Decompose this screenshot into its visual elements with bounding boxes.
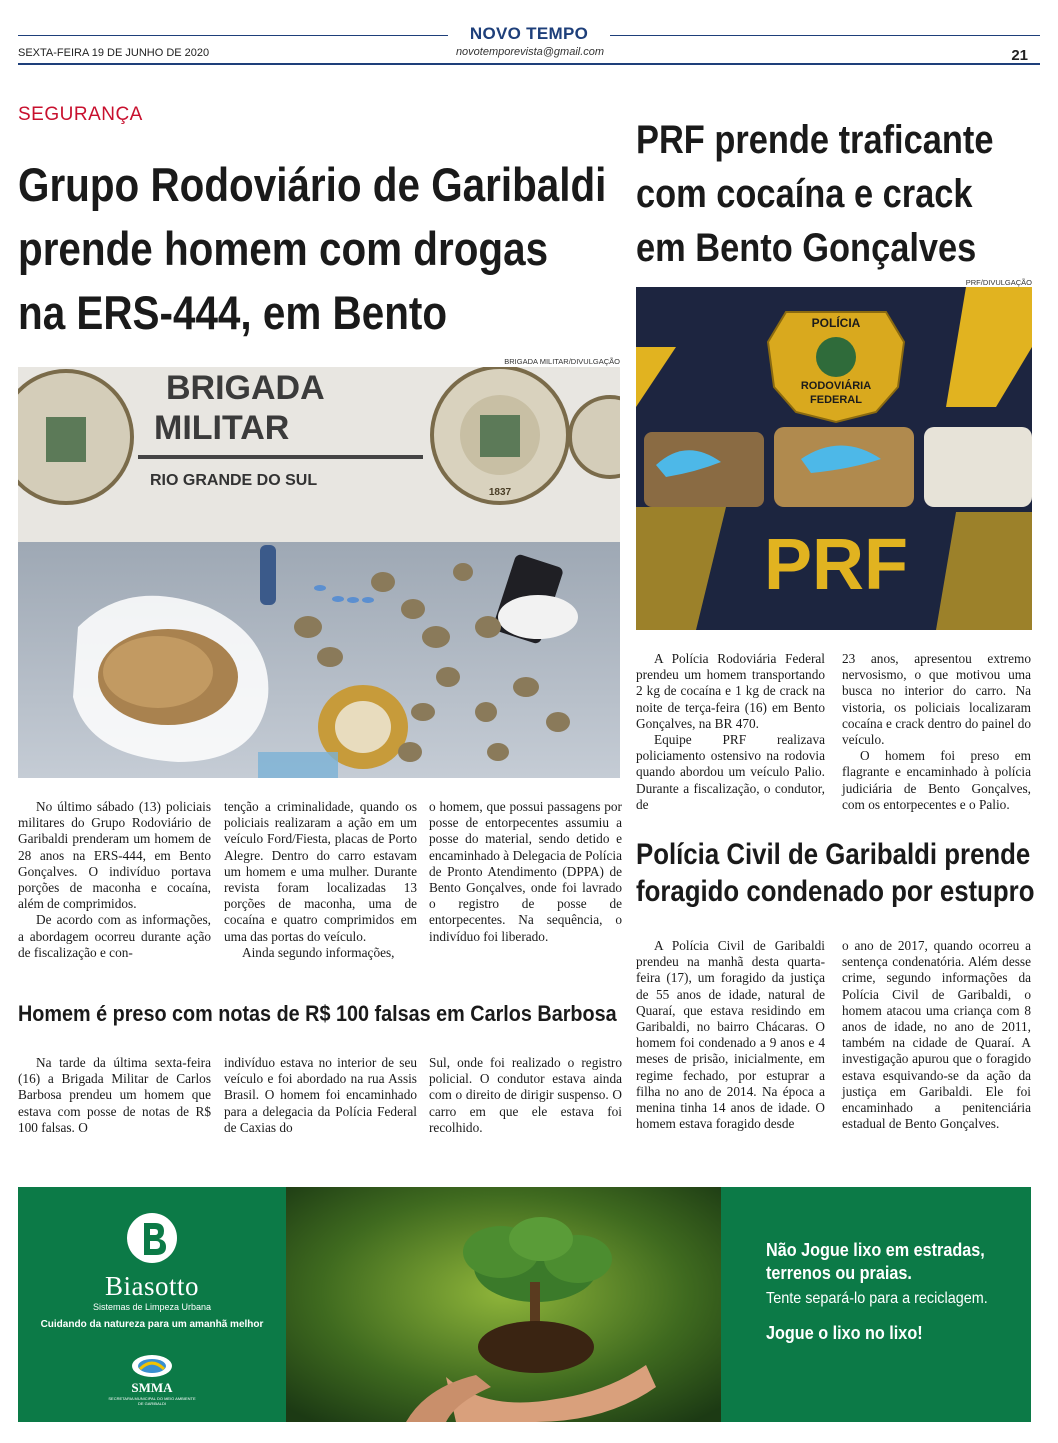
paragraph: Sul, onde foi realizado o registro policial. O condutor estava ainda com o direito de dirigir suspenso. O carro em que ele estava foi recolhido. xyxy=(429,1055,622,1135)
civil-headline xyxy=(636,836,1034,910)
paragraph: o ano de 2017, quando ocorreu a sentença condenatória. Além desse crime, segundo informações da Polícia Civil de Garibaldi, o homem atacou uma criança com 8 anos de idade, no ano de 2011, também na cidade de Quaraí. A investigação apurou que o foragido estava esquivando-se da ação da justiça em Garibaldi. Ele foi encaminhado a penitenciária estadual de Bento Gonçalves. xyxy=(842,938,1031,1132)
ad-agency-name: SMMA xyxy=(131,1380,173,1395)
sign-line: BRIGADA xyxy=(166,369,325,407)
paragraph: Equipe PRF realizava policiamento ostensivo na rodovia quando abordou um veículo Palio. Durante a fiscalização, o condutor, de xyxy=(636,732,825,812)
barbosa-col2 xyxy=(224,1055,417,1136)
civil-headline-line: Polícia Civil de Garibaldi prende xyxy=(636,838,1031,871)
ad-message xyxy=(766,1239,1012,1353)
ad-message-line: terrenos ou praias. xyxy=(766,1263,912,1283)
seal-year: 1837 xyxy=(488,487,512,498)
masthead-rule-bottom xyxy=(18,63,1040,65)
prf-headline xyxy=(636,113,993,275)
ad-message-sub: Tente separá-lo para a reciclagem. xyxy=(766,1290,988,1307)
main-article-col1 xyxy=(18,799,211,961)
civil-col2 xyxy=(842,938,1031,1132)
paragraph: No último sábado (13) policiais militares do Grupo Rodoviário de Garibaldi prenderam um homem de 28 anos na ERS-444, em Bento Gonçalves. O indivíduo portava porções de maconha e cocaína, além de comprimidos. xyxy=(18,799,211,912)
seal-icon xyxy=(432,367,568,503)
main-headline-line: na ERS-444, em Bento xyxy=(18,286,448,339)
biasotto-logo-icon xyxy=(126,1211,178,1265)
ad-brand-panel xyxy=(18,1187,286,1422)
ad-brand-subtitle: Sistemas de Limpeza Urbana xyxy=(92,1302,212,1312)
badge-text: POLÍCIA xyxy=(811,316,861,330)
smma-logo-icon xyxy=(130,1353,174,1379)
masthead-title: NOVO TEMPO xyxy=(448,24,610,44)
prf-col2 xyxy=(842,651,1031,813)
paragraph: o homem, que possui passagens por posse de entorpecentes assumiu a posse do material, sendo detido e encaminhado à Delegacia de Polícia de Pronto Atendimento (DPPA) de Bento Gonçalves, onde foi lavrado o registro de posse de entorpecentes. Na sequência, o indivíduo foi liberado. xyxy=(429,799,622,944)
brigada-photo xyxy=(18,367,620,778)
prf-logo-text: PRF xyxy=(764,525,908,605)
ad-tree-photo xyxy=(286,1187,721,1422)
advertisement[interactable] xyxy=(18,1187,1031,1422)
prf-headline-line: em Bento Gonçalves xyxy=(636,226,977,270)
page-number: 21 xyxy=(1011,47,1028,64)
paragraph: O homem foi preso em flagrante e encaminhado à polícia judiciária de Bento Gonçalves, com os entorpecentes e o Palio. xyxy=(842,748,1031,812)
prf-headline-line: com cocaína e crack xyxy=(636,172,973,216)
main-headline-line: prende homem com drogas xyxy=(18,222,549,275)
main-article-col2 xyxy=(224,799,417,961)
ad-message-cta: Jogue o lixo no lixo! xyxy=(766,1323,923,1343)
photo-credit: PRF/DIVULGAÇÃO xyxy=(965,278,1032,287)
ad-brand-name: Biasotto xyxy=(104,1271,199,1301)
prf-photo xyxy=(636,287,1032,630)
seal-icon xyxy=(18,371,132,503)
civil-headline-line: foragido condenado por estupro xyxy=(636,875,1035,908)
photo-credit: BRIGADA MILITAR/DIVULGAÇÃO xyxy=(504,357,620,366)
prf-col1 xyxy=(636,651,825,813)
ad-message-line: Não Jogue lixo em estradas, xyxy=(766,1240,985,1260)
barbosa-col3 xyxy=(429,1055,622,1136)
contact-email[interactable]: novotemporevista@gmail.com xyxy=(455,46,605,58)
paragraph: 23 anos, apresentou extremo nervosismo, o que motivou uma busca no interior do carro. Na vistoria, os policiais localizaram cocaína e crack dentro do painel do veículo. xyxy=(842,651,1031,748)
paragraph: Na tarde da última sexta-feira (16) a Brigada Militar de Carlos Barbosa prendeu um homem que estava com posse de notas de R$ 100 falsas. O xyxy=(18,1055,211,1135)
section-label: SEGURANÇA xyxy=(18,104,143,125)
paragraph: A Polícia Rodoviária Federal prendeu um homem transportando 2 kg de cocaína e 1 kg de crack na noite de terça-feira (16) em Bento Gonçalves, na BR 470. xyxy=(636,651,825,731)
prf-headline-line: PRF prende traficante xyxy=(636,118,994,162)
civil-col1 xyxy=(636,938,825,1132)
paragraph: Ainda segundo informações, xyxy=(242,944,395,960)
main-article-col3 xyxy=(429,799,622,945)
paragraph: De acordo com as informações, a abordagem ocorreu durante ação de fiscalização e con- xyxy=(18,912,211,960)
ad-agency-subtitle: SECRETARIA MUNICIPAL DO MEIO AMBIENTE DE GARIBALDI xyxy=(108,1396,196,1406)
badge-text: RODOVIÁRIA xyxy=(800,380,872,392)
sign-line: RIO GRANDE DO SUL xyxy=(150,472,318,489)
paragraph: indivíduo estava no interior de seu veículo e foi abordado na rua Assis Brasil. O homem foi encaminhado para a delegacia da Polícia Federal de Caxias do xyxy=(224,1055,417,1135)
main-headline xyxy=(18,153,606,345)
barbosa-headline: Homem é preso com notas de R$ 100 falsas em Carlos Barbosa xyxy=(18,1001,617,1026)
barbosa-col1 xyxy=(18,1055,211,1136)
badge-text: FEDERAL xyxy=(810,394,862,406)
paragraph: tenção a criminalidade, quando os policiais realizaram a ação em um veículo Ford/Fiesta, placas de Porto Alegre. Dentro do carro estavam um homem e uma mulher. Durante revista foram localizadas 13 porções de maconha, uma de cocaína e quatro comprimidos em uma das portas do veículo. xyxy=(224,799,417,944)
ad-message-panel xyxy=(721,1187,1031,1422)
ad-tagline: Cuidando da natureza para um amanhã melhor xyxy=(40,1319,264,1330)
main-headline-line: Grupo Rodoviário de Garibaldi xyxy=(18,158,607,211)
issue-date: SEXTA-FEIRA 19 DE JUNHO DE 2020 xyxy=(18,47,210,59)
sign-line: MILITAR xyxy=(154,409,290,447)
paragraph: A Polícia Civil de Garibaldi prendeu na manhã desta quarta-feira (17), um foragido da justiça de 55 anos de idade, natural de Quaraí, que estava residindo em Garibaldi, no bairro Chácaras. O homem foi condenado a 9 anos e 4 meses de prisão, inicialmente, em regime fechado, por estuprar a filha no ano de 2014. Na época a menina tinha 14 anos de idade. O homem estava foragido desde xyxy=(636,938,825,1132)
